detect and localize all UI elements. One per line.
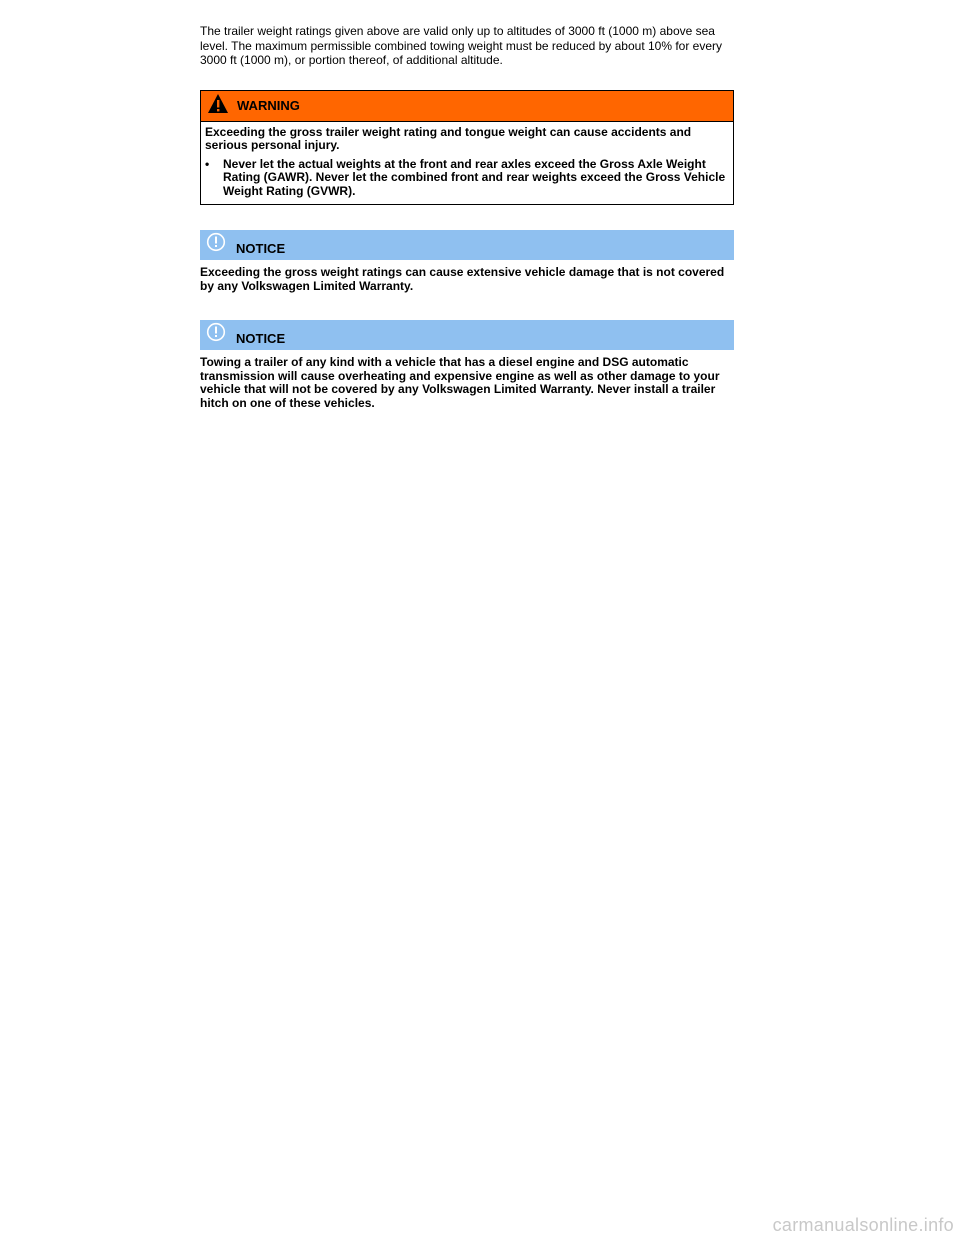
notice-text-1: Exceeding the gross weight ratings can cause extensive vehicle damage that is not covered by any Volkswagen Limited Warranty. <box>200 265 725 293</box>
exclamation-circle-icon <box>206 322 226 342</box>
notice-block-2 <box>200 320 734 410</box>
notice-header-2 <box>200 320 734 350</box>
warning-header <box>201 91 733 122</box>
warning-body <box>201 122 733 205</box>
notice-block-1 <box>200 230 734 293</box>
bullet-icon: • <box>205 156 210 171</box>
intro-paragraph: The trailer weight ratings given above are valid only up to altitudes of 3000 ft (1000 m) above sea level. The maximum permissible combined towing weight must be reduced by about 10% for every 3000 ft (1000 m), or portion thereof, of additional altitude. <box>200 24 723 67</box>
warning-text: Exceeding the gross trailer weight rating and tongue weight can cause accidents and serious personal injury. <box>205 124 692 152</box>
notice-title-1: NOTICE <box>236 240 286 256</box>
notice-header-1 <box>200 230 734 260</box>
warning-triangle-icon <box>207 93 229 115</box>
warning-bullet-text: Never let the actual weights at the front and rear axles exceed the Gross Axle Weight Rating (GAWR). Never let the combined front and rear weights exceed the Gross Vehicle Weight Rating (GVWR). <box>223 156 726 198</box>
notice-text-2: Towing a trailer of any kind with a vehicle that has a diesel engine and DSG automatic transmission will cause overheating and expensive engine as well as other damage to your vehicle that will not be covered by any Volkswagen Limited Warranty. Never install a trailer hitch on one of these vehicles. <box>200 355 720 410</box>
warning-bullet-item <box>205 158 729 199</box>
warning-box <box>200 90 734 206</box>
watermark: carmanualsonline.info <box>772 1215 954 1235</box>
page-content <box>200 24 734 410</box>
notice-title-2: NOTICE <box>236 330 286 346</box>
exclamation-circle-icon <box>206 232 226 252</box>
warning-title: WARNING <box>237 98 300 113</box>
